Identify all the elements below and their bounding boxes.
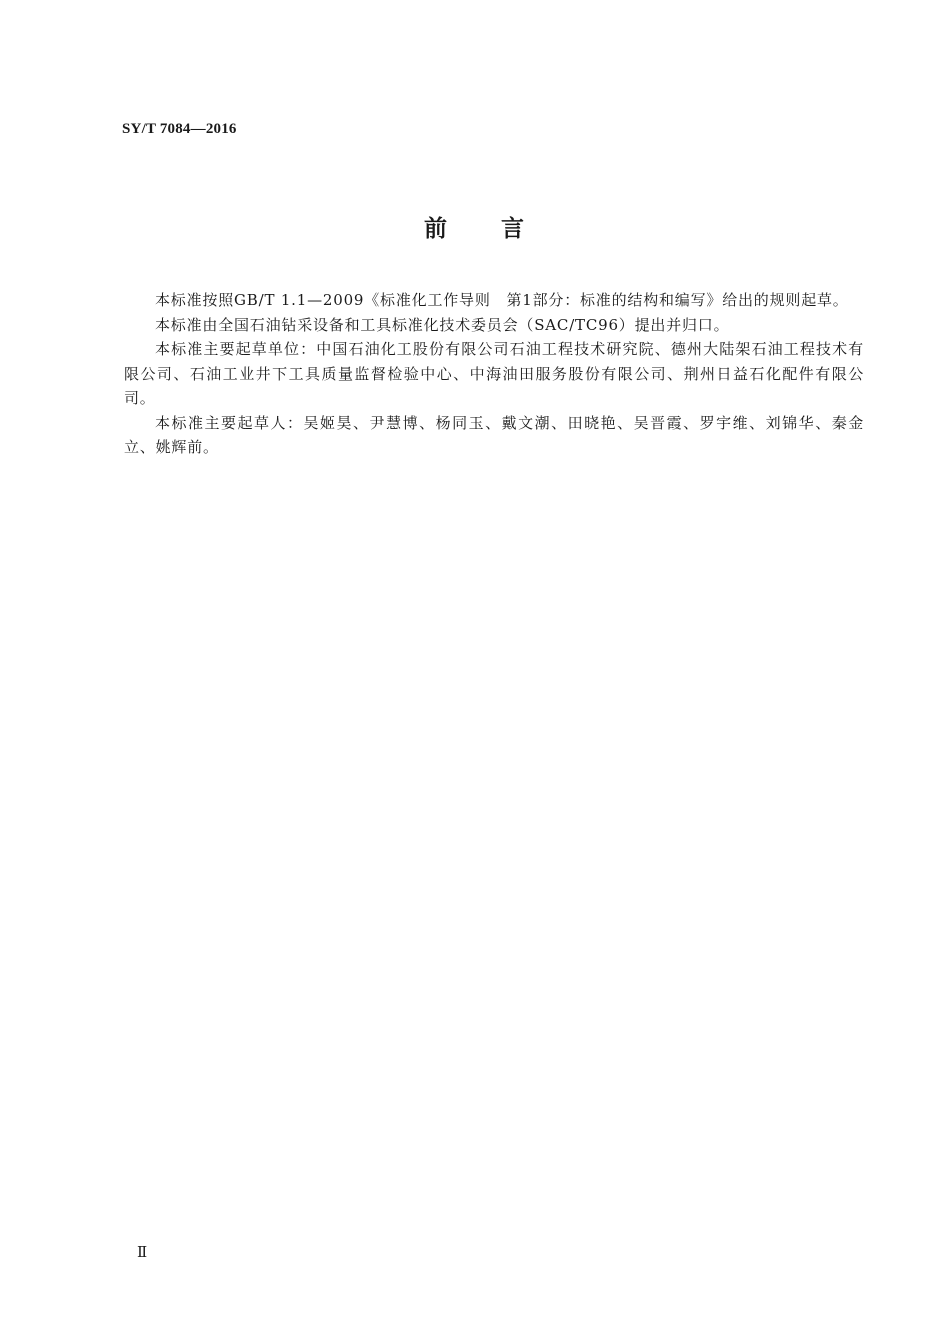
paragraph-drafting-units: 本标准主要起草单位：中国石油化工股份有限公司石油工程技术研究院、德州大陆架石油工程技术有限公司、石油工业井下工具质量监督检验中心、中海油田服务股份有限公司、荆州日益石化配件有限公司。 xyxy=(124,340,864,407)
paragraph-proposing-committee: 本标准由全国石油钻采设备和工具标准化技术委员会（SAC/TC96）提出并归口。 xyxy=(155,315,730,334)
paragraph-drafting-rules: 本标准按照GB/T 1.1—2009《标准化工作导则 第1部分：标准的结构和编写》给出的规则起草。 xyxy=(155,291,849,309)
page-title xyxy=(0,210,950,243)
title-char-1: 前 xyxy=(424,216,449,242)
paragraph-drafters: 本标准主要起草人：吴姬昊、尹慧博、杨同玉、戴文潮、田晓艳、吴晋霞、罗宇维、刘锦华、秦金立、姚辉前。 xyxy=(124,413,864,456)
standard-code: SY/T 7084—2016 xyxy=(122,121,237,137)
page-number: Ⅱ xyxy=(137,1245,148,1261)
foreword-body xyxy=(124,288,864,460)
title-char-2: 言 xyxy=(501,216,526,242)
